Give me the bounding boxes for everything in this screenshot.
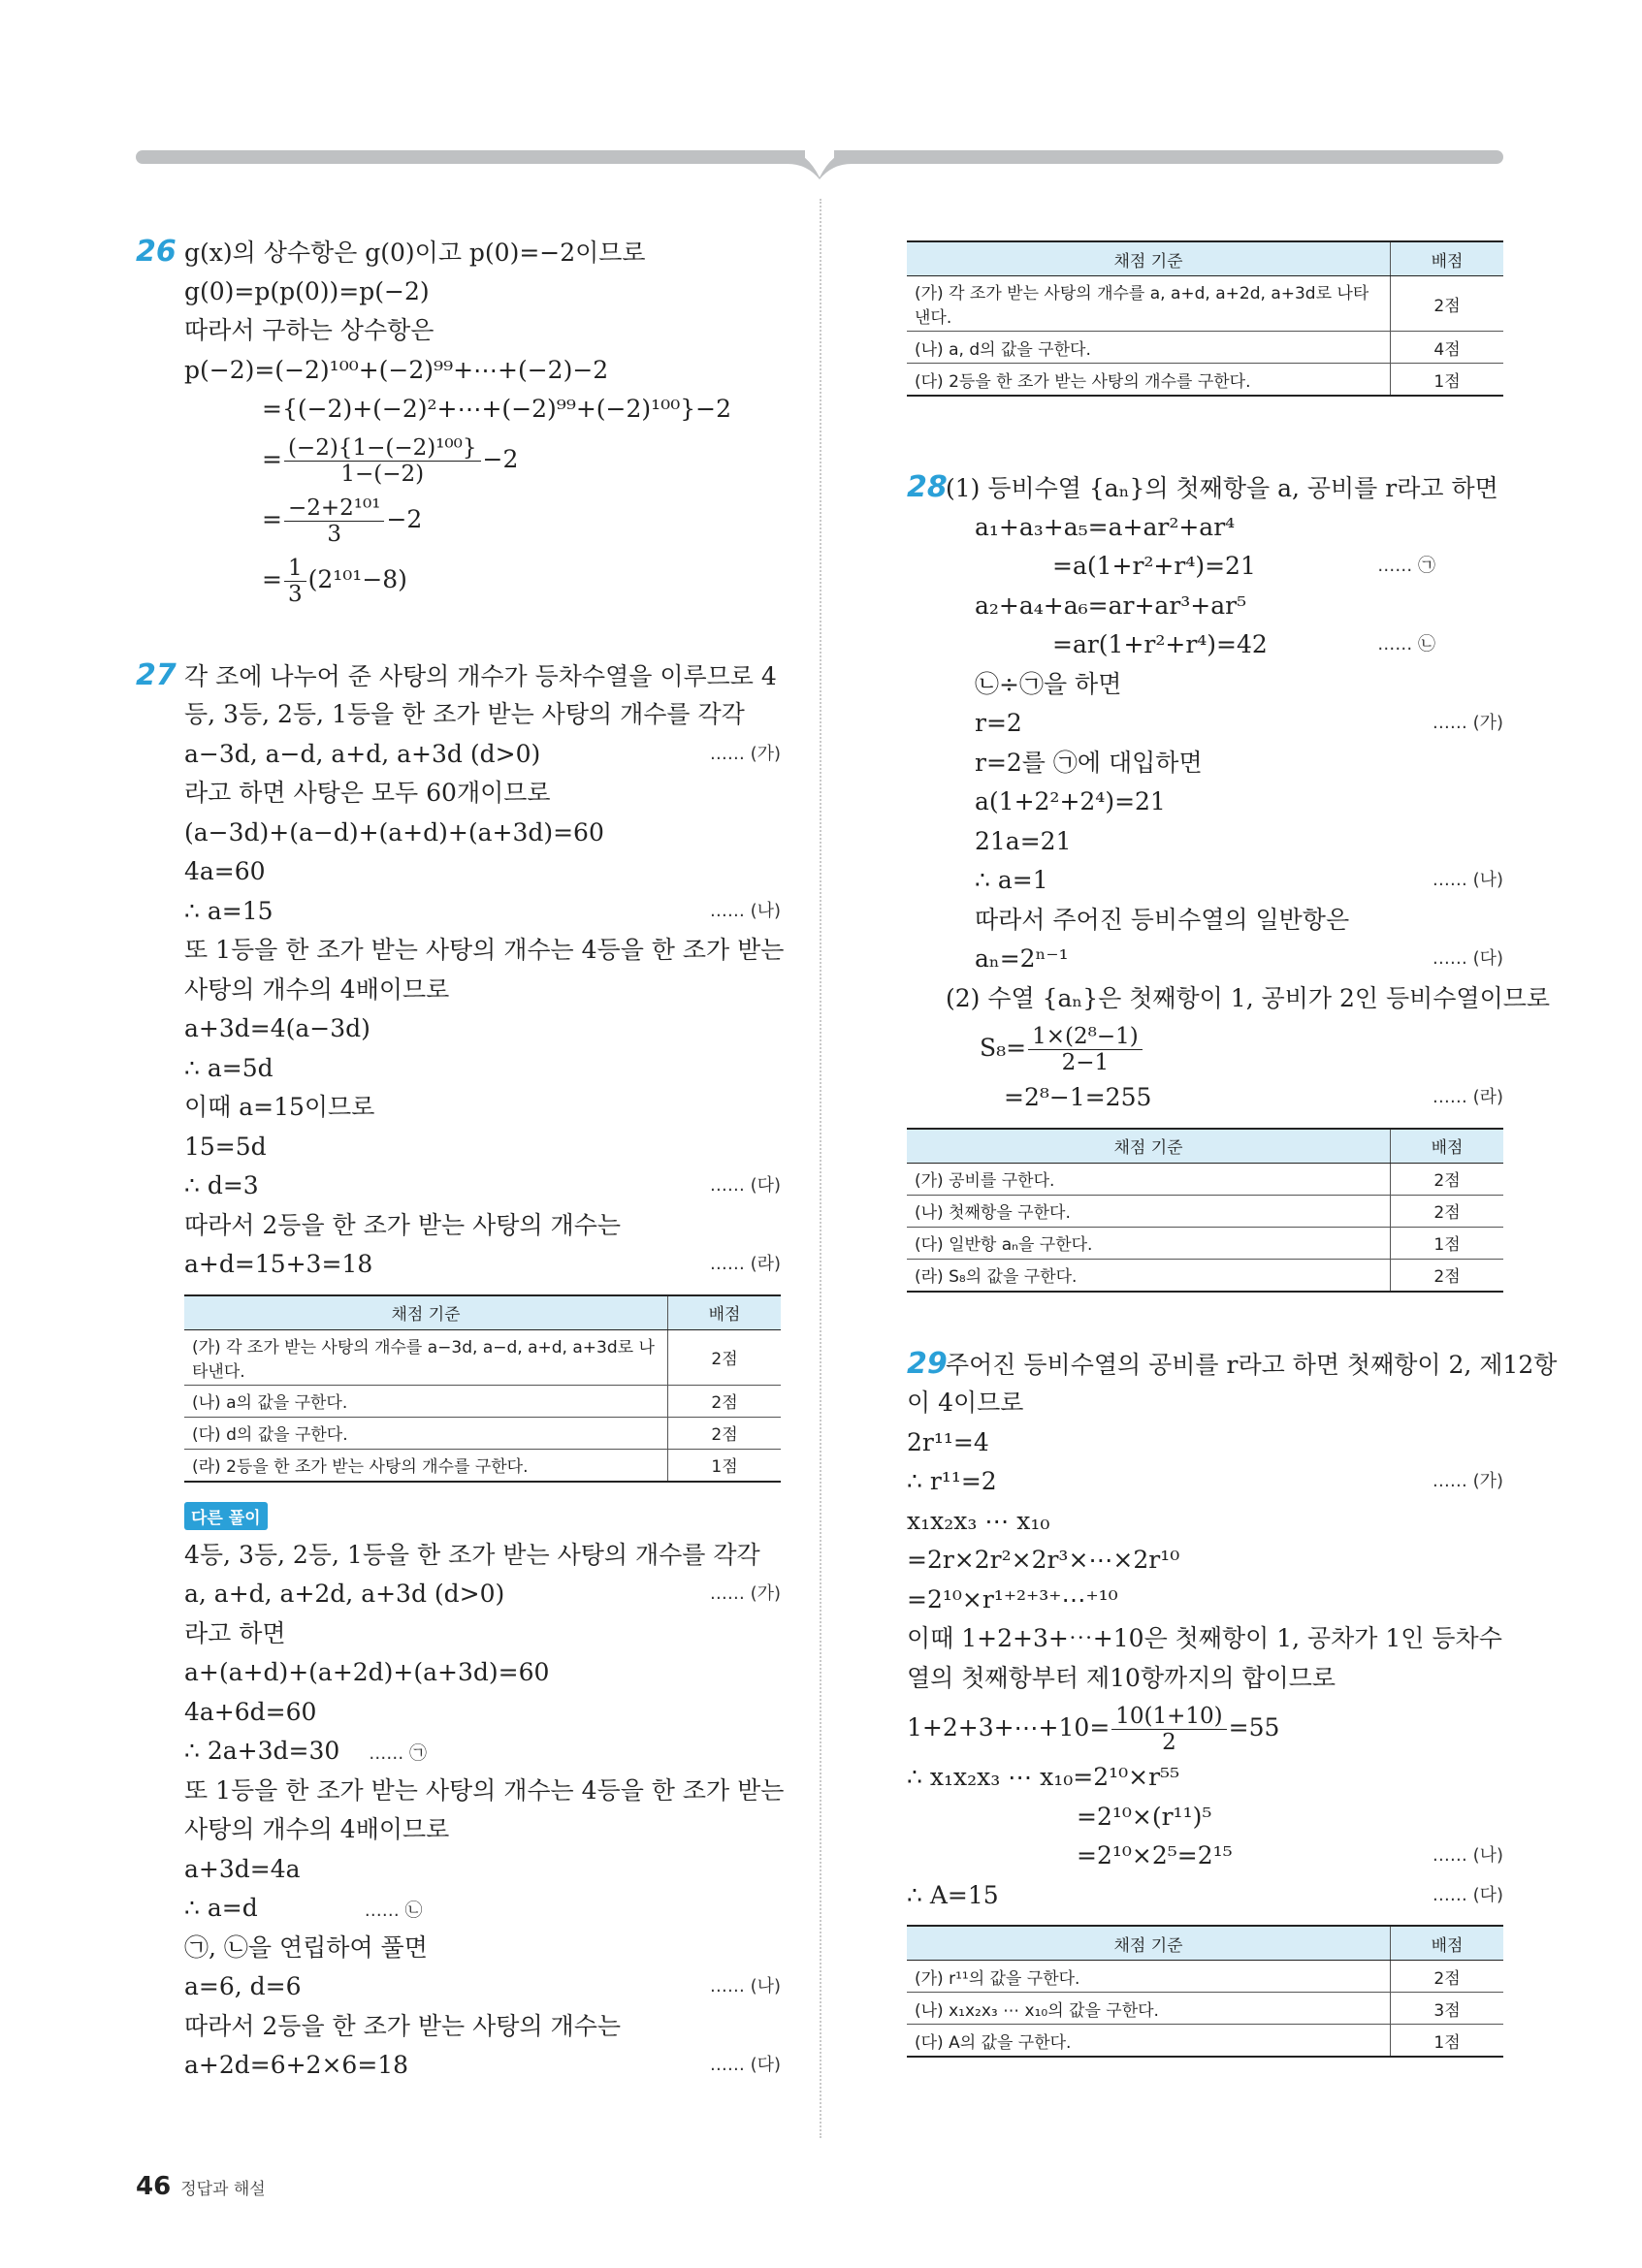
table-row: (라) 2등을 한 조가 받는 사탕의 개수를 구한다. 1점	[184, 1449, 781, 1482]
step-mark: …… (다)	[1432, 948, 1503, 969]
table-row: (다) d의 값을 구한다. 2점	[184, 1417, 781, 1449]
table-row: (가) 공비를 구한다. 2점	[907, 1163, 1503, 1195]
alt-solution-badge: 다른 풀이	[184, 1502, 268, 1530]
right-column	[907, 233, 1558, 2071]
scoring-table: 채점 기준 배점 (가) 각 조가 받는 사탕의 개수를 a−3d, a−d, a+d, a+3d로 나타낸다. 2점 (나) a의 값을 구한다. 2점 (다) d의 값을 구한다. 2점 (라) 2등을 한 조가 받는 사탕의 개수를 구한다. 1점	[184, 1294, 781, 1483]
section-label: 정답과 해설	[180, 2180, 266, 2199]
step-mark: …… (가)	[709, 743, 781, 764]
step-mark: …… (다)	[1432, 1884, 1503, 1905]
fraction: $\frac{\text{−2+2¹⁰¹}}{3}$	[284, 495, 384, 547]
page-number: 46	[136, 2172, 172, 2201]
problem-27: 27 각 조에 나누어 준 사탕의 개수가 등차수열을 이루므로 4 등, 3등, 2등, 1등을 한 조가 받는 사탕의 개수를 각각 a−3d, a−d, a+d, a+3d (d>0) …… (가) 라고 하면 사탕은 모두 60개이므로 (a−3d)+(a−d)+(a+d)+(a+3d)=60 4a=60 ∴ a=15 …… (나) 또 1등을 한 조가 받는 사탕의 개수는 4등을 한 조가 받는 사탕의 개수의 4배이므로 a+3d=4(a−3d) ∴ a=5d 이때 a=15이므로 15=5d ∴ d=3 …… (다) 따라서 2등을 한 조가 받는 사탕의 개수는 a+d=15+3=18 …… (라) 채점 기준 배점 (가) 각 조가 받는 사탕의 개수를 a−3d, a−d, a+d, a+3d로 나타낸다. 2점 (나) a의 값을 구한다. 2점 (다) d의 값을 구한다. 2점 (라) 2등을 한 조가 받는 사탕의 개수를 구한다. 1점 다른 풀이 4등, 3등, 2등, 1등을 한 조가 받는 사탕의 개수를 각각 a, a+d, a+2d, a+3d (d>0) …… (가) 라고 하면 a+(a+d)+(a+2d)+(a+3d)=60 4a+6d=60 ∴ 2a+3d=30 …… ㉠ 또 1등을 한 조가 받는 사탕의 개수는 4등을 한 조가 받는 사탕의 개수의 4배이므로 a+3d=4a ∴ a=d …… ㉡ ㉠, ㉡을 연립하여 풀면 a=6, d=6 …… (나) 따라서 2등을 한 조가 받는 사탕의 개수는 a+2d=6+2×6=18 …… (다)	[136, 656, 781, 2086]
bar-notch-icon	[788, 150, 852, 179]
scoring-table: 채점 기준 배점 (가) r¹¹의 값을 구한다. 2점 (나) x₁x₂x₃ ⋯ x₁₀의 값을 구한다. 3점 (다) A의 값을 구한다. 1점	[907, 1925, 1503, 2058]
step-mark: …… ㉠	[1377, 556, 1435, 576]
step-mark: …… ㉡	[364, 1901, 423, 1921]
step-mark: …… (가)	[709, 1583, 781, 1604]
problem-26: 26 g(x)의 상수항은 g(0)이고 p(0)=−2이므로 g(0)=p(p(0))=p(−2) 따라서 구하는 상수항은 p(−2)=(−2)¹⁰⁰+(−2)⁹⁹+⋯+(−2)−2 ={(−2)+(−2)²+⋯+(−2)⁹⁹+(−2)¹⁰⁰}−2 = $\frac{\text{(−2)\{1−(−2)¹⁰⁰\}}}{1-(-2)}$ −2 = $\frac{\text{−2+2¹⁰¹}}{3}$ −2 = $\frac{1}{3}$ (2¹⁰¹−8)	[136, 235, 731, 607]
problem-number: 29	[907, 1346, 948, 1381]
left-column	[136, 233, 785, 2086]
problem-number: 27	[136, 657, 177, 692]
table-row: (나) 첫째항을 구한다. 2점	[907, 1195, 1503, 1227]
table-row: (가) r¹¹의 값을 구한다. 2점	[907, 1961, 1503, 1993]
page-footer	[136, 2172, 266, 2201]
fraction: $\frac{10(1+10)}{2}$	[1111, 1704, 1226, 1755]
step-mark: …… ㉠	[369, 1743, 428, 1764]
step-mark: …… (나)	[1432, 1845, 1503, 1866]
problem-number: 26	[136, 235, 177, 269]
step-mark: …… (다)	[709, 2055, 781, 2075]
step-mark: …… (가)	[1432, 713, 1503, 733]
scoring-table: 채점 기준 배점 (가) 공비를 구한다. 2점 (나) 첫째항을 구한다. 2점 (다) 일반항 aₙ을 구한다. 1점 (라) S₈의 값을 구한다. 2점	[907, 1128, 1503, 1293]
step-mark: …… (라)	[1432, 1087, 1503, 1107]
top-decorative-bar	[136, 150, 1503, 164]
step-mark: …… (나)	[709, 1976, 781, 1996]
problem-number: 28	[907, 470, 948, 504]
step-mark: …… (라)	[709, 1254, 781, 1274]
problem-28: 28(1) 등비수열 {aₙ}의 첫째항을 a, 공비를 r라고 하면 a₁+a₃+a₅=a+ar²+ar⁴ =a(1+r²+r⁴)=21 …… ㉠ a₂+a₄+a₆=ar+ar³+ar⁵ =ar(1+r²+r⁴)=42 …… ㉡ ㉡÷㉠을 하면 r=2 …… (가) r=2를 ㉠에 대입하면 a(1+2²+2⁴)=21 21a=21 ∴ a=1 …… (나) 따라서 주어진 등비수열의 일반항은 aₙ=2ⁿ⁻¹ …… (다) (2) 수열 {aₙ}은 첫째항이 1, 공비가 2인 등비수열이므로 S₈= $\frac{\text{1×(2⁸−1)}}{2-1}$ =2⁸−1=255 …… (라) 채점 기준 배점 (가) 공비를 구한다. 2점 (나) 첫째항을 구한다. 2점 (다) 일반항 aₙ을 구한다. 1점 (라) S₈의 값을 구한다. 2점	[907, 468, 1503, 1293]
step-mark: …… (나)	[1432, 870, 1503, 890]
fraction: $\frac{\text{1×(2⁸−1)}}{2-1}$	[1028, 1024, 1143, 1075]
table-row: (나) x₁x₂x₃ ⋯ x₁₀의 값을 구한다. 3점	[907, 1993, 1503, 2025]
table-row: (다) A의 값을 구한다. 1점	[907, 2025, 1503, 2058]
table-row: (가) 각 조가 받는 사탕의 개수를 a−3d, a−d, a+d, a+3d로 나타낸다. 2점	[184, 1329, 781, 1385]
fraction: $\frac{\text{(−2)\{1−(−2)¹⁰⁰\}}}{1-(-2)}$	[284, 435, 481, 487]
problem-29: 29주어진 등비수열의 공비를 r라고 하면 첫째항이 2, 제12항 이 4이므로 2r¹¹=4 ∴ r¹¹=2 …… (가) x₁x₂x₃ ⋯ x₁₀ =2r×2r²×2r³×⋯×2r¹⁰ =2¹⁰×r¹⁺²⁺³⁺⋯⁺¹⁰ 이때 1+2+3+⋯+10은 첫째항이 1, 공차가 1인 등차수 열의 첫째항부터 제10항까지의 합이므로 1+2+3+⋯+10= $\frac{10(1+10)}{2}$ =55 ∴ x₁x₂x₃ ⋯ x₁₀=2¹⁰×r⁵⁵ =2¹⁰×(r¹¹)⁵ =2¹⁰×2⁵=2¹⁵ …… (나) ∴ A=15 …… (다) 채점 기준 배점 (가) r¹¹의 값을 구한다. 2점 (나) x₁x₂x₃ ⋯ x₁₀의 값을 구한다. 3점 (다) A의 값을 구한다. 1점	[907, 1345, 1503, 2059]
scoring-table: 채점 기준 배점 (가) 각 조가 받는 사탕의 개수를 a, a+d, a+2d, a+3d로 나타낸다. 2점 (나) a, d의 값을 구한다. 4점 (다) 2등을 한 조가 받는 사탕의 개수를 구한다. 1점	[907, 240, 1503, 397]
step-mark: …… (다)	[709, 1175, 781, 1196]
step-mark: …… ㉡	[1377, 634, 1435, 655]
step-mark: …… (가)	[1432, 1471, 1503, 1491]
table-row: (나) a의 값을 구한다. 2점	[184, 1385, 781, 1417]
table-row: (다) 일반항 aₙ을 구한다. 1점	[907, 1227, 1503, 1259]
table-row: (다) 2등을 한 조가 받는 사탕의 개수를 구한다. 1점	[907, 364, 1503, 397]
step-mark: …… (나)	[709, 900, 781, 921]
table-row: (가) 각 조가 받는 사탕의 개수를 a, a+d, a+2d, a+3d로 나타낸다. 2점	[907, 276, 1503, 332]
column-divider	[820, 199, 821, 2138]
table-row: (라) S₈의 값을 구한다. 2점	[907, 1259, 1503, 1292]
fraction: $\frac{1}{3}$	[284, 556, 306, 607]
table-row: (나) a, d의 값을 구한다. 4점	[907, 332, 1503, 364]
